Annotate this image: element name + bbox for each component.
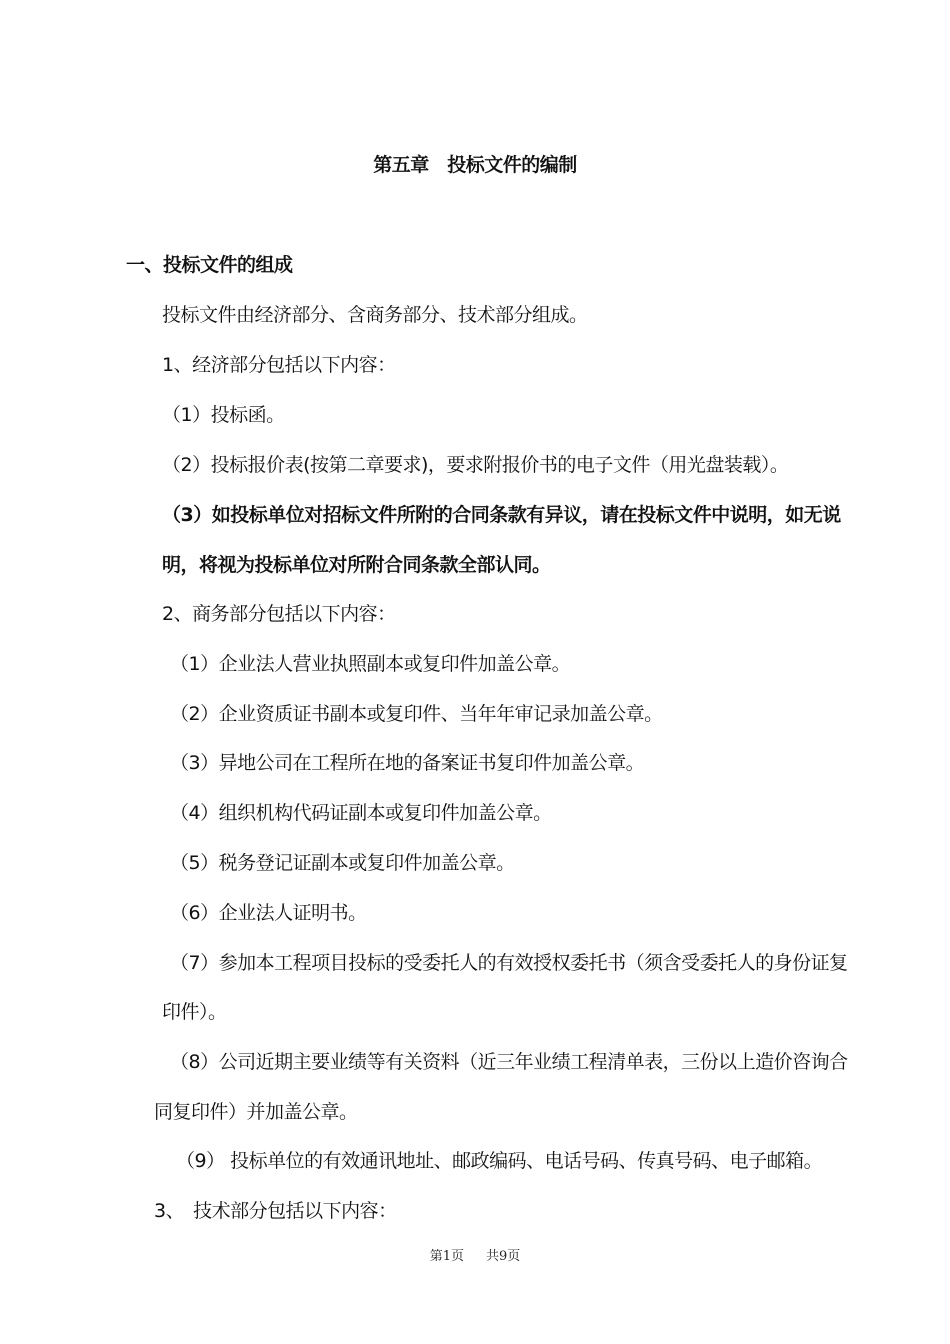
intro-paragraph: 投标文件由经济部分、含商务部分、技术部分组成。 [162, 304, 588, 326]
commercial-item-9: （9） 投标单位的有效通讯地址、邮政编码、电话号码、传真号码、电子邮箱。 [176, 1150, 823, 1172]
page-number: 第1页 [429, 1249, 464, 1264]
commercial-item-6: （6）企业法人证明书。 [170, 902, 367, 924]
economic-item-1: （1）投标函。 [162, 404, 285, 426]
commercial-item-4: （4）组织机构代码证副本或复印件加盖公章。 [170, 802, 552, 824]
chapter-title: 第五章 投标文件的编制 [373, 154, 577, 176]
economic-item-3-line-1: （3）如投标单位对招标文件所附的合同条款有异议，请在投标文件中说明，如无说 [162, 504, 841, 526]
commercial-item-5: （5）税务登记证副本或复印件加盖公章。 [170, 852, 515, 874]
commercial-item-8-line-1: （8）公司近期主要业绩等有关资料（近三年业绩工程清单表，三份以上造价咨询合 [170, 1051, 848, 1073]
commercial-item-1: （1）企业法人营业执照副本或复印件加盖公章。 [170, 653, 571, 675]
commercial-item-2: （2）企业资质证书副本或复印件、当年年审记录加盖公章。 [170, 703, 663, 725]
commercial-item-3: （3）异地公司在工程所在地的备案证书复印件加盖公章。 [170, 752, 645, 774]
commercial-item-7-line-2: 印件）。 [162, 1001, 227, 1023]
commercial-item-8-line-2: 同复印件）并加盖公章。 [154, 1101, 358, 1123]
economic-item-3-line-2: 明，将视为投标单位对所附合同条款全部认同。 [162, 554, 551, 576]
economic-item-2: （2）投标报价表(按第二章要求)，要求附报价书的电子文件（用光盘装载）。 [162, 454, 789, 476]
economic-heading: 1、经济部分包括以下内容： [162, 354, 396, 376]
page-total: 共9页 [486, 1249, 521, 1264]
commercial-item-7-line-1: （7）参加本工程项目投标的受委托人的有效授权委托书（须含受委托人的身份证复 [170, 952, 848, 974]
technical-heading: 3、 技术部分包括以下内容： [154, 1200, 397, 1222]
page-footer [0, 1248, 950, 1266]
section-heading: 一、投标文件的组成 [126, 254, 293, 276]
commercial-heading: 2、商务部分包括以下内容： [162, 603, 396, 625]
